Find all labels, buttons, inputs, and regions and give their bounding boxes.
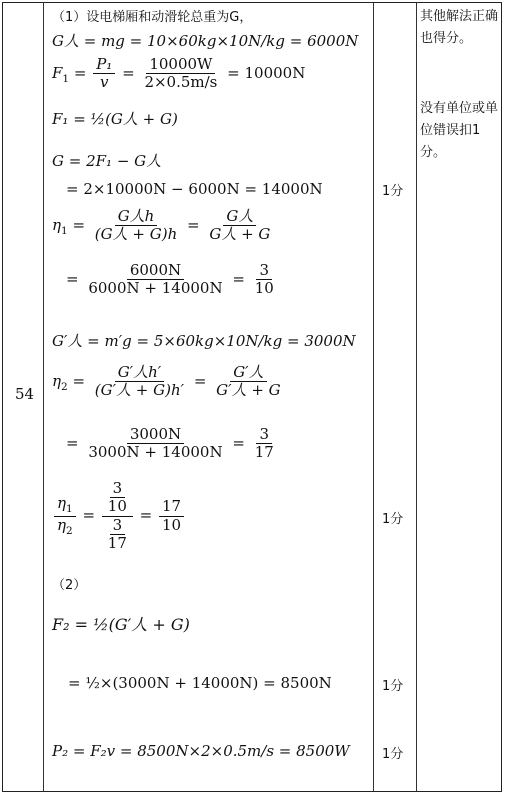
equation-efficiency-2: $\eta_2$ = $\frac{\text{G′人h′}}{\text{(G′人 + G)h′}}$ = $\frac{\text{G′人}}{\text{G′人 + G}}$ [52,363,281,400]
part2-header: （2） [52,578,87,593]
equation-g-value: = 2×10000N − 6000N = 14000N [66,180,323,198]
equation-force-f1: $F_1$ = $\frac{\text{P₁}}{v}$ = $\frac{10000W}{2\times 0.5m/s}$ = 10000N [52,55,306,92]
points-award: 1分 [382,184,404,199]
equation-f2-value: = ½×(3000N + 14000N) = 8500N [68,674,332,692]
equation-weight-person-2: G′人 = m′g = 5×60kg×10N/kg = 3000N [52,332,356,350]
part1-header: （1）设电梯厢和动滑轮总重为G， [52,10,253,25]
note-alternative-solution: 其他解法正确也得分。 [420,9,499,46]
equation-f1-relation: F₁ = ½(G人 + G) [52,110,178,128]
column-divider [416,3,417,791]
equation-efficiency-ratio: $\frac{\eta_1}{\eta_2}$ = $\frac{\frac{3}{10}}{\frac{3}{17}}$ = $\frac{17}{10}$ [52,480,186,552]
equation-force-f2: F₂ = ½(G′人 + G) [52,615,190,634]
column-divider [43,3,44,791]
note-unit-penalty: 没有单位或单位错误扣1分。 [420,101,499,160]
equation-efficiency-1-value: = $\frac{6000N}{6000N + 14000N}$ = $\frac{3}{10}$ [66,261,274,298]
equation-efficiency-2-value: = $\frac{3000N}{3000N + 14000N}$ = $\frac{3}{17}$ [66,425,274,462]
points-award: 1分 [382,512,404,527]
column-divider [373,3,374,791]
equation-power-p2: P₂ = F₂v = 8500N×2×0.5m/s = 8500W [52,742,350,760]
points-award: 1分 [382,747,404,762]
equation-weight-person: G人 = mg = 10×60kg×10N/kg = 6000N [52,32,359,50]
question-number: 54 [15,385,35,403]
points-award: 1分 [382,679,404,694]
equation-g-expression: G = 2F₁ − G人 [52,152,162,170]
equation-efficiency-1: $\eta_1$ = $\frac{\text{G人h}}{\text{(G人 + G)h}}$ = $\frac{\text{G人}}{\text{G人 + G}}$ [52,207,271,244]
